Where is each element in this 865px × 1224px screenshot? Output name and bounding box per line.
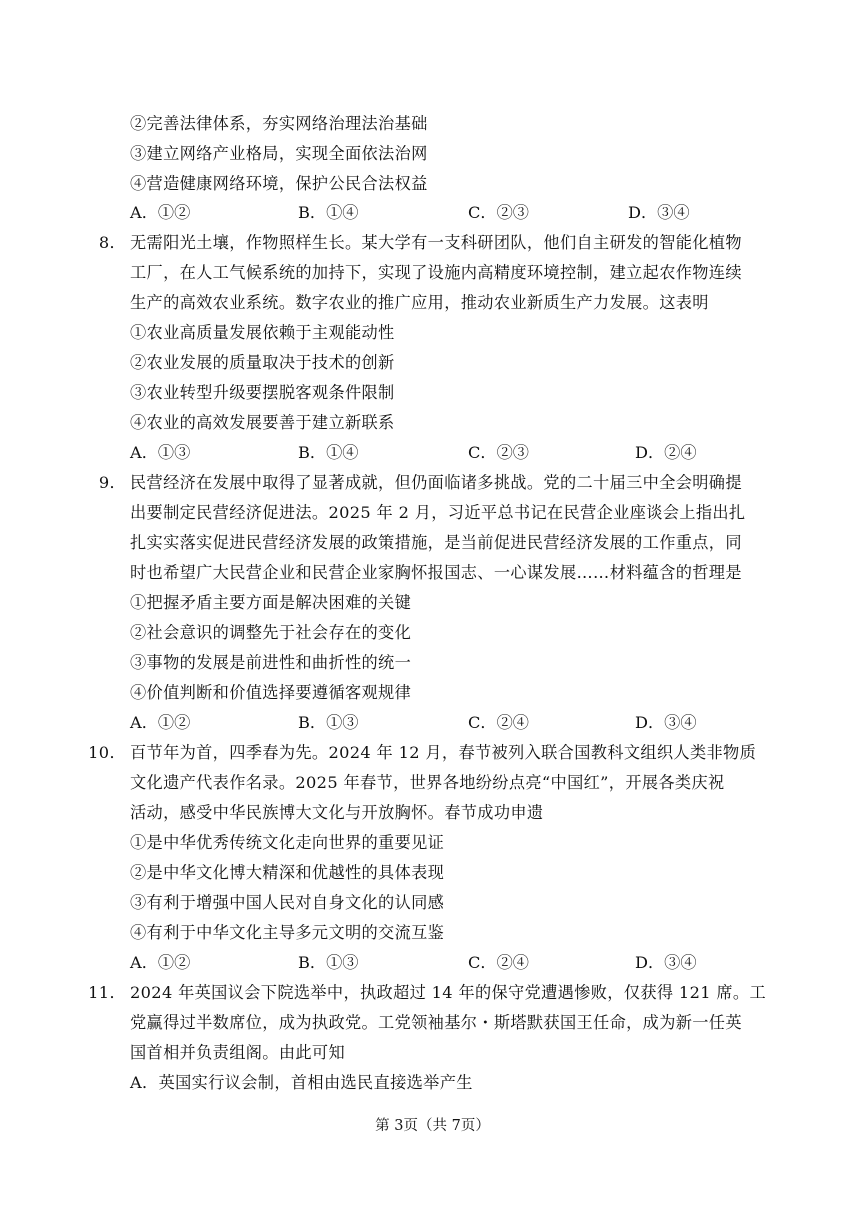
q8-stem-line-1: 无需阳光土壤，作物照样生长。某大学有一支科研团队，他们自主研发的智能化植物 [130, 233, 742, 252]
q9-item-2: ②社会意识的调整先于社会存在的变化 [130, 623, 412, 642]
q8-item-3: ③农业转型升级要摆脱客观条件限制 [130, 383, 395, 402]
q9-stem-line-3: 扎实实落实促进民营经济发展的政策措施，是当前促进民营经济发展的工作重点，同 [130, 533, 742, 552]
q7-item-2: ②完善法律体系，夯实网络治理法治基础 [130, 114, 428, 133]
q10-item-1: ①是中华优秀传统文化走向世界的重要见证 [130, 833, 445, 852]
q7-item-4: ④营造健康网络环境，保护公民合法权益 [130, 174, 428, 193]
q10-stem-line-3: 活动，感受中华民族博大文化与开放胸怀。春节成功申遗 [130, 803, 544, 822]
q10-item-2: ②是中华文化博大精深和优越性的具体表现 [130, 863, 445, 882]
q10-stem-line-2: 文化遗产代表作名录。2025 年春节，世界各地纷纷点亮“中国红”，开展各类庆祝 [130, 773, 725, 792]
q9-stem-line-1: 民营经济在发展中取得了显著成就，但仍面临诸多挑战。党的二十届三中全会明确提 [130, 473, 742, 492]
q9-number: 9． [98, 473, 126, 492]
q9-option-b[interactable]: B．①③ [298, 713, 359, 732]
q8-options [130, 441, 780, 465]
q11-number: 11． [88, 983, 126, 1002]
q11-stem-line-3: 国首相并负责组阁。由此可知 [130, 1043, 345, 1062]
q9-stem-line-4: 时也希望广大民营企业和民营企业家胸怀报国志、一心谋发展……材料蕴含的哲理是 [130, 563, 742, 582]
q10-options [130, 951, 780, 975]
q8-stem-line-3: 生产的高效农业系统。数字农业的推广应用，推动农业新质生产力发展。这表明 [130, 293, 709, 312]
q7-option-b[interactable]: B．①④ [298, 203, 359, 222]
q10-option-d[interactable]: D．③④ [635, 953, 697, 972]
q8-item-2: ②农业发展的质量取决于技术的创新 [130, 353, 395, 372]
q11-stem-line-1: 2024 年英国议会下院选举中，执政超过 14 年的保守党遭遇惨败，仅获得 121 席。工 [130, 983, 766, 1002]
q9-options [130, 711, 780, 735]
q7-option-d[interactable]: D．③④ [628, 203, 690, 222]
q7-option-a[interactable]: A．①② [130, 203, 191, 222]
q10-item-4: ④有利于中华文化主导多元文明的交流互鉴 [130, 923, 445, 942]
q9-item-4: ④价值判断和价值选择要遵循客观规律 [130, 683, 412, 702]
q9-option-c[interactable]: C．②④ [468, 713, 529, 732]
q8-item-1: ①农业高质量发展依赖于主观能动性 [130, 323, 395, 342]
q8-number: 8． [98, 233, 126, 252]
q9-stem-line-2: 出要制定民营经济促进法。2025 年 2 月，习近平总书记在民营企业座谈会上指出扎 [130, 503, 746, 522]
page-number-footer: 第 3页（共 7页） [375, 1118, 490, 1134]
q8-option-c[interactable]: C．②③ [468, 443, 529, 462]
q9-option-d[interactable]: D．③④ [635, 713, 697, 732]
q9-item-1: ①把握矛盾主要方面是解决困难的关键 [130, 593, 412, 612]
q7-item-3: ③建立网络产业格局，实现全面依法治网 [130, 144, 428, 163]
q8-option-b[interactable]: B．①④ [298, 443, 359, 462]
q11-stem-line-2: 党赢得过半数席位，成为执政党。工党领袖基尔・斯塔默获国王任命，成为新一任英 [130, 1013, 742, 1032]
q9-item-3: ③事物的发展是前进性和曲折性的统一 [130, 653, 412, 672]
q9-option-a[interactable]: A．①② [130, 713, 191, 732]
q8-option-d[interactable]: D．②④ [635, 443, 697, 462]
q10-number: 10． [88, 743, 126, 762]
q7-options [130, 201, 780, 225]
q10-option-c[interactable]: C．②④ [468, 953, 529, 972]
q10-option-a[interactable]: A．①② [130, 953, 191, 972]
q8-stem-line-2: 工厂，在人工气候系统的加持下，实现了设施内高精度环境控制，建立起农作物连续 [130, 263, 742, 282]
q7-option-c[interactable]: C．②③ [468, 203, 529, 222]
q10-item-3: ③有利于增强中国人民对自身文化的认同感 [130, 893, 445, 912]
q10-option-b[interactable]: B．①③ [298, 953, 359, 972]
q11-option-a[interactable]: A．英国实行议会制，首相由选民直接选举产生 [130, 1073, 473, 1092]
q8-option-a[interactable]: A．①③ [130, 443, 191, 462]
q8-item-4: ④农业的高效发展要善于建立新联系 [130, 413, 395, 432]
q10-stem-line-1: 百节年为首，四季春为先。2024 年 12 月，春节被列入联合国教科文组织人类非物质 [130, 743, 757, 762]
